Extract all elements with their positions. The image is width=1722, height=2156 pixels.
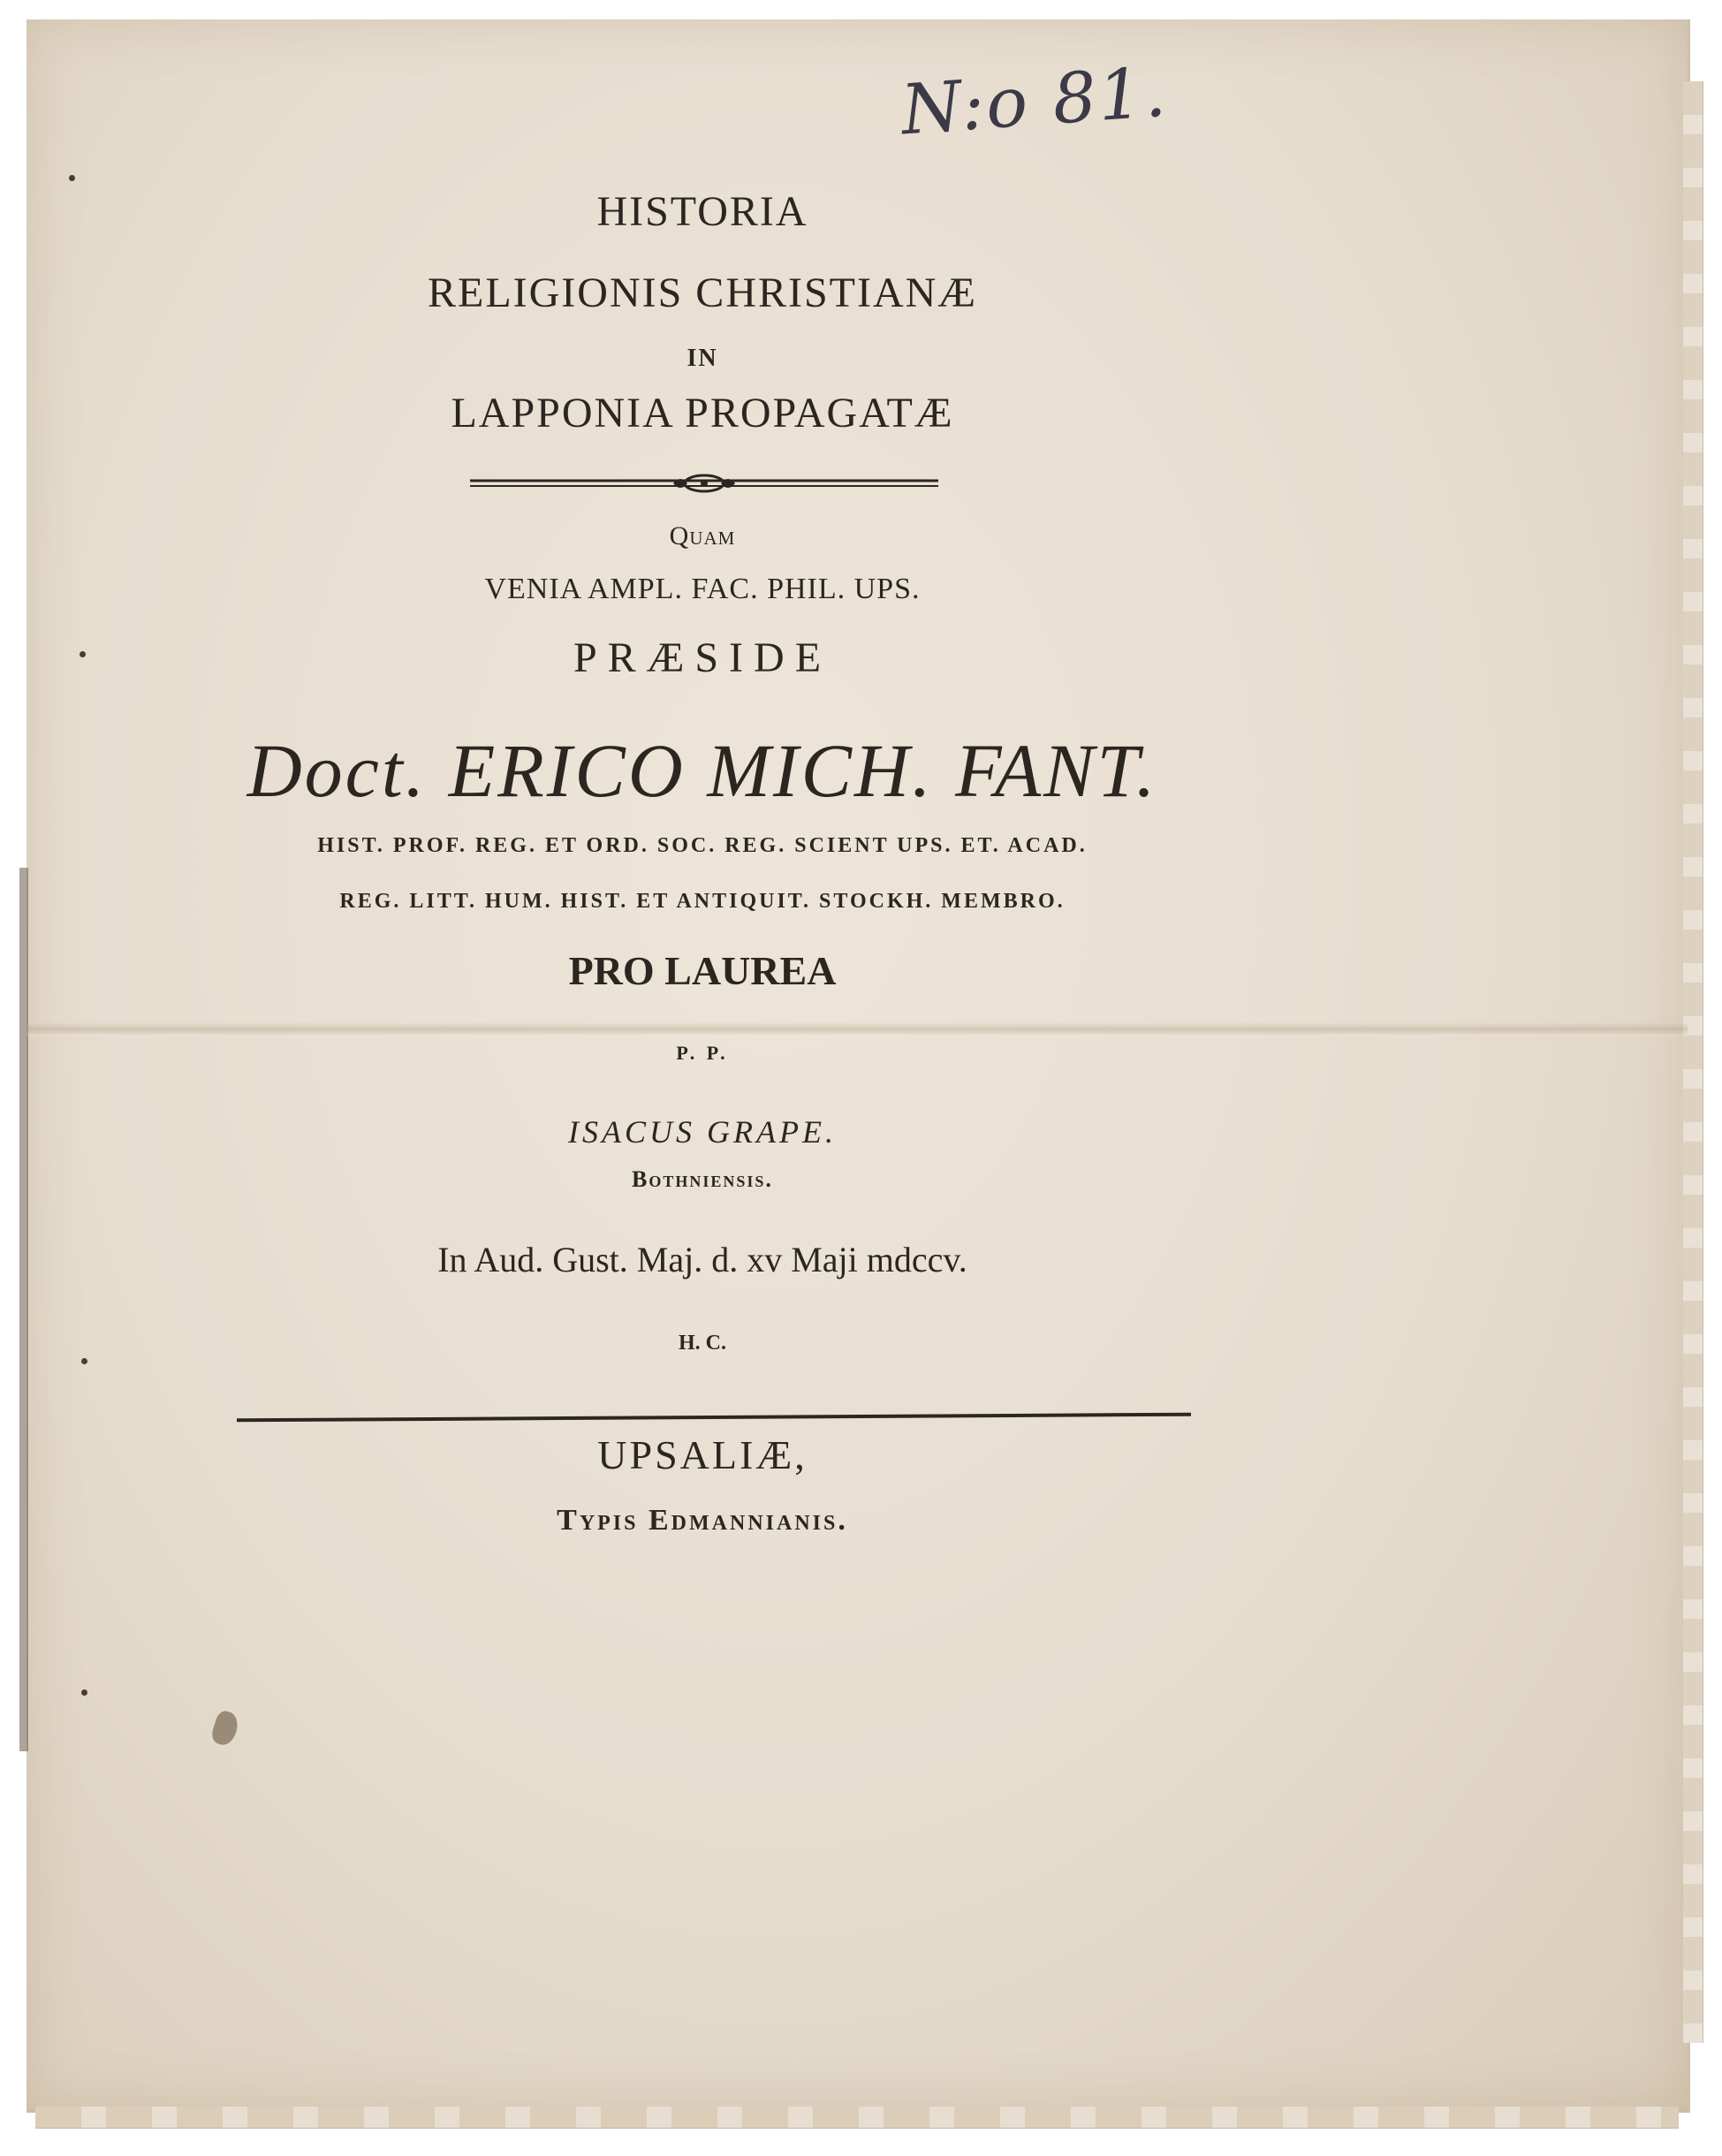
praeside-line: PRÆSIDE <box>573 634 832 681</box>
paper-speck <box>81 1358 87 1364</box>
ornamental-rule-icon <box>470 472 938 495</box>
imprint-place: UPSALIÆ, <box>597 1432 808 1477</box>
respondent-origin: Bothniensis. <box>632 1166 773 1192</box>
pro-laurea-line: PRO LAUREA <box>568 948 837 993</box>
imprint-printer: Typis Edmannianis. <box>557 1504 848 1537</box>
ink-stain <box>209 1709 241 1748</box>
deckle-edge-bottom <box>35 2107 1679 2129</box>
title-line-4: LAPPONIA PROPAGATÆ <box>451 390 954 437</box>
title-line-3: IN <box>687 345 718 372</box>
paper-speck <box>81 1689 87 1696</box>
imprint-rule <box>237 1413 1191 1423</box>
title-page <box>27 19 1690 2113</box>
president-titles-line-2: REG. LITT. HUM. HIST. ET ANTIQUIT. STOCKH. MEMBRO. <box>339 890 1066 913</box>
binding-edge-left <box>19 868 28 1751</box>
deckle-edge-right <box>1683 81 1703 2043</box>
date-line: In Aud. Gust. Maj. d. xv Maji mdccv. <box>437 1240 967 1279</box>
title-line-2: RELIGIONIS CHRISTIANÆ <box>428 270 977 316</box>
respondent-name: ISACUS GRAPE. <box>568 1114 837 1150</box>
paper-speck <box>69 175 75 181</box>
venia-line: VENIA AMPL. FAC. PHIL. UPS. <box>484 573 921 605</box>
pp-line: P. P. <box>676 1042 729 1064</box>
quam-line: Quam <box>669 521 736 550</box>
president-name: Doct. ERICO MICH. FANT. <box>247 728 1158 813</box>
handwritten-shelfmark: N:o 81. <box>899 52 1171 151</box>
hc-line: H. C. <box>679 1332 726 1355</box>
paper-speck <box>80 651 86 657</box>
president-titles-line-1: HIST. PROF. REG. ET ORD. SOC. REG. SCIENT UPS. ET. ACAD. <box>317 834 1088 857</box>
page-fold-crease <box>27 1022 1688 1036</box>
title-line-1: HISTORIA <box>596 188 808 235</box>
